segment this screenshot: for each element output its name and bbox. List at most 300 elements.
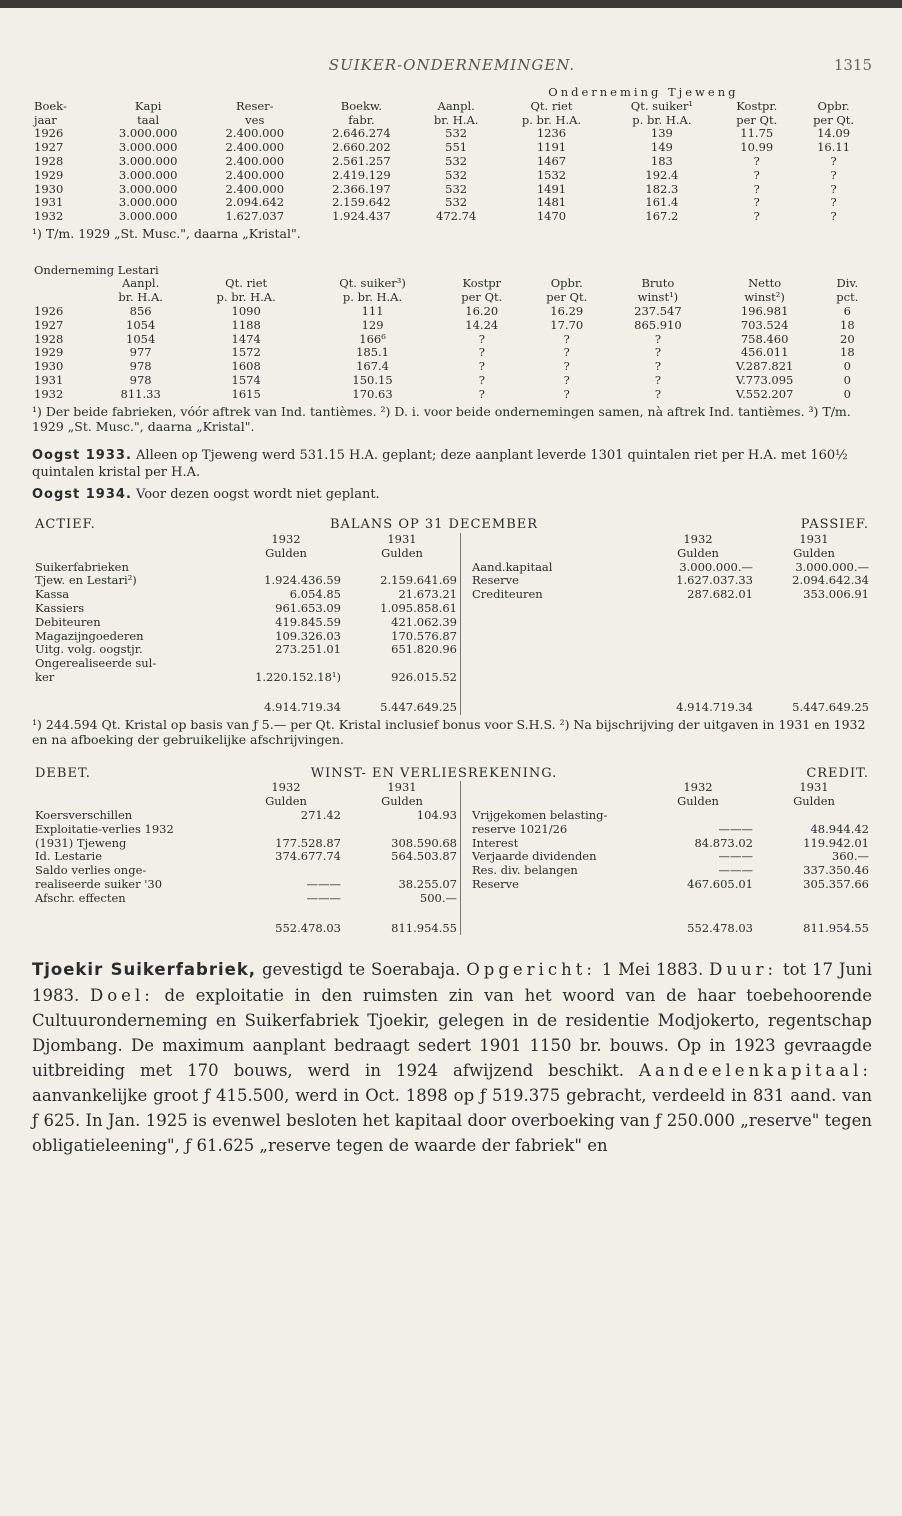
column-header: Opbr.: [550, 276, 583, 291]
ledger-row: [32, 657, 872, 671]
ledger-label: (1931) Tjeweng: [35, 835, 127, 850]
table-row: [32, 305, 872, 319]
year-cell: 1928: [34, 153, 64, 168]
ledger-value: 651.820.96: [391, 642, 457, 657]
ledger-value: 3.000.000.—: [679, 559, 753, 574]
value-cell: 3.000.000: [118, 209, 178, 224]
ledger-row: [32, 809, 872, 823]
value-cell: 139: [650, 126, 673, 141]
ledger-label: Koersverschillen: [35, 808, 133, 823]
value-cell: 1491: [536, 181, 567, 196]
column-header: jaar: [34, 112, 57, 127]
ledger-value: 104.93: [416, 808, 457, 823]
lestari-title: Onderneming Lestari: [34, 262, 159, 277]
ledger-value: 305.357.66: [803, 877, 869, 892]
value-cell: 865.910: [634, 317, 682, 332]
table-row: [32, 360, 872, 374]
ledger-value: 38.255.07: [398, 877, 457, 892]
ledger-row: [32, 616, 872, 630]
value-cell: 1090: [231, 303, 261, 318]
value-cell: 111: [361, 303, 384, 318]
value-cell: ?: [830, 153, 837, 168]
ledger-label: Afschr. effecten: [35, 890, 126, 905]
value-cell: 2.159.642: [332, 195, 391, 210]
ledger-value: 3.000.000.—: [795, 559, 869, 574]
value-cell: 978: [129, 372, 152, 387]
value-cell: 2.094.642: [225, 195, 285, 210]
value-cell: 456.011: [740, 345, 789, 360]
balans-total: 5.447.649.25: [792, 699, 869, 714]
value-cell: 20: [840, 331, 855, 346]
balans-year-2-right: 1931: [799, 532, 829, 547]
value-cell: 3.000.000: [118, 140, 178, 155]
ledger-value: 109.326.03: [275, 628, 341, 643]
ledger-value: ———: [718, 863, 753, 878]
table-row: [32, 319, 872, 333]
value-cell: 551: [445, 140, 468, 155]
ledger-label: Kassa: [35, 587, 70, 602]
ledger-value: 1.627.037.33: [676, 573, 753, 588]
value-cell: 0: [843, 386, 851, 401]
value-cell: 532: [445, 126, 468, 141]
column-header: Aanpl.: [122, 276, 160, 291]
winst-body: [32, 809, 872, 906]
value-cell: ?: [478, 359, 485, 374]
value-cell: 1.627.037: [225, 209, 285, 224]
column-header: br. H.A.: [118, 290, 163, 305]
ledger-value: 21.673.21: [398, 587, 457, 602]
ledger-row: [32, 588, 872, 602]
value-cell: ?: [654, 345, 661, 360]
winst-year-2: 1931: [387, 780, 417, 795]
value-cell: 18: [840, 345, 855, 360]
table-row: [32, 141, 872, 155]
ledger-value: 271.42: [300, 808, 341, 823]
value-cell: ?: [563, 372, 570, 387]
column-header: [32, 277, 95, 291]
value-cell: 977: [129, 345, 152, 360]
value-cell: 182.3: [645, 181, 679, 196]
column-header: Kapi: [134, 98, 162, 113]
value-cell: 196.981: [740, 303, 789, 318]
balans-table: [32, 517, 872, 714]
winst-year-2-right: 1931: [799, 780, 829, 795]
value-cell: 1608: [231, 359, 261, 374]
value-cell: 167.4: [356, 359, 390, 374]
balans-year-1-right: 1932: [683, 532, 713, 547]
balans-unit: Gulden: [381, 545, 423, 560]
value-cell: 2.400.000: [225, 167, 285, 182]
value-cell: 16.29: [550, 303, 584, 318]
value-cell: 2.400.000: [225, 181, 285, 196]
tjoekir-p2: 1 Mei 1883.: [601, 960, 704, 980]
value-cell: ?: [563, 331, 570, 346]
column-header: Qt. suiker¹: [630, 98, 693, 113]
year-cell: 1931: [34, 372, 64, 387]
column-header: Aanpl.: [437, 98, 475, 113]
value-cell: 3.000.000: [118, 195, 178, 210]
ledger-row: [32, 850, 872, 864]
value-cell: 6: [843, 303, 851, 318]
value-cell: 3.000.000: [118, 126, 178, 141]
ledger-value: [756, 809, 872, 823]
duur-label: Duur:: [709, 960, 778, 980]
value-cell: 3.000.000: [118, 181, 178, 196]
ledger-label: Verjaarde dividenden: [472, 849, 597, 864]
value-cell: ?: [830, 181, 837, 196]
ledger-label: Saldo verlies onge-: [35, 863, 147, 878]
value-cell: ?: [478, 345, 485, 360]
ledger-label: Aand.kapitaal: [472, 559, 553, 574]
column-header: winst¹): [637, 290, 679, 305]
value-cell: 149: [650, 140, 673, 155]
oogst-1933-label: Oogst 1933.: [32, 447, 132, 463]
ledger-value: 119.942.01: [803, 835, 869, 850]
winst-total: 552.478.03: [275, 920, 341, 935]
column-header: Boekw.: [340, 98, 383, 113]
tjeweng-head-row-2: [32, 114, 872, 128]
table-row: [32, 210, 872, 224]
value-cell: 14.09: [817, 126, 851, 141]
value-cell: 1236: [536, 126, 567, 141]
table-row: [32, 388, 872, 402]
ledger-value: 48.944.42: [810, 821, 869, 836]
value-cell: 2.400.000: [225, 153, 285, 168]
tjoekir-p1: gevestigd te Soerabaja.: [261, 960, 461, 980]
ledger-row: [32, 878, 872, 892]
tjeweng-footnote: ¹) T/m. 1929 „St. Musc.", daarna „Kristal".: [32, 225, 301, 241]
ledger-row: [32, 574, 872, 588]
value-cell: 856: [129, 303, 152, 318]
winst-total: 811.954.55: [803, 920, 869, 935]
oogst-1933: [32, 447, 872, 482]
ledger-label: Uitg. volg. oogstjr.: [35, 642, 143, 657]
value-cell: 2.419.129: [332, 167, 391, 182]
value-cell: ?: [830, 195, 837, 210]
value-cell: ?: [478, 331, 485, 346]
ledger-value: [640, 809, 756, 823]
running-title: SUIKER-ONDERNEMINGEN.: [328, 56, 576, 74]
ledger-value: 84.873.02: [694, 835, 753, 850]
year-cell: 1931: [34, 195, 64, 210]
ledger-label: Id. Lestarie: [35, 849, 103, 864]
winst-total: 811.954.55: [391, 920, 457, 935]
lestari-head-row-2: [32, 291, 872, 305]
ledger-value: 500.—: [419, 890, 457, 905]
balans-actief-head: ACTIEF.: [35, 517, 96, 533]
value-cell: 16.20: [465, 303, 499, 318]
value-cell: ?: [753, 181, 760, 196]
column-header: Qt. suiker³): [339, 276, 406, 291]
table-row: [32, 127, 872, 141]
column-header: br. H.A.: [433, 112, 479, 127]
value-cell: 532: [445, 195, 468, 210]
winst-unit: Gulden: [677, 794, 719, 809]
ledger-value: [228, 561, 344, 575]
ledger-label: Vrijgekomen belasting-: [472, 808, 608, 823]
value-cell: 811.33: [120, 386, 161, 401]
balans-year-1: 1932: [271, 532, 301, 547]
value-cell: 129: [361, 317, 384, 332]
ledger-label: Suikerfabrieken: [35, 559, 129, 574]
ledger-row: [32, 823, 872, 837]
ledger-value: [344, 823, 461, 837]
value-cell: V.773.095: [735, 372, 794, 387]
ledger-value: 353.006.91: [803, 587, 869, 602]
winst-credit-head: CREDIT.: [806, 765, 869, 781]
ledger-value: [228, 864, 344, 878]
value-cell: 150.15: [352, 372, 393, 387]
ledger-value: 926.015.52: [391, 670, 457, 685]
lestari-table: [32, 264, 872, 402]
column-header: Reser-: [236, 98, 274, 113]
ledger-value: 287.682.01: [687, 587, 753, 602]
ledger-value: 1.095.858.61: [380, 601, 457, 616]
column-header: p. br. H.A.: [216, 290, 276, 305]
value-cell: 185.1: [356, 345, 390, 360]
tjeweng-title: Onderneming Tjeweng: [548, 85, 739, 99]
value-cell: ?: [753, 195, 760, 210]
value-cell: 1054: [126, 317, 156, 332]
year-cell: 1930: [34, 359, 64, 374]
value-cell: 166⁶: [359, 331, 386, 346]
winst-debet-head: DEBET.: [35, 765, 91, 781]
ledger-value: [344, 561, 461, 575]
table-row: [32, 183, 872, 197]
value-cell: 1.924.437: [332, 209, 391, 224]
ledger-value: 467.605.01: [687, 877, 753, 892]
ledger-value: ———: [718, 821, 753, 836]
ledger-row: [32, 671, 872, 685]
ledger-value: 2.094.642.34: [792, 573, 869, 588]
value-cell: V.552.207: [735, 386, 794, 401]
value-cell: 2.561.257: [332, 153, 391, 168]
winst-year-1: 1932: [271, 780, 301, 795]
value-cell: ?: [830, 209, 837, 224]
year-cell: 1927: [34, 140, 64, 155]
value-cell: ?: [478, 386, 485, 401]
ledger-value: 421.062.39: [391, 614, 457, 629]
value-cell: V.287.821: [735, 359, 794, 374]
year-cell: 1927: [34, 317, 64, 332]
column-header: per Qt.: [546, 290, 588, 305]
balans-total: 5.447.649.25: [380, 699, 457, 714]
value-cell: 1532: [536, 167, 567, 182]
value-cell: ?: [753, 167, 760, 182]
value-cell: 703.524: [740, 317, 789, 332]
value-cell: 1467: [536, 153, 567, 168]
ledger-row: [32, 561, 872, 575]
value-cell: ?: [563, 359, 570, 374]
value-cell: ?: [830, 167, 837, 182]
ledger-value: 1.220.152.18¹): [255, 670, 341, 685]
ledger-label: Debiteuren: [35, 614, 101, 629]
column-header: Bruto: [641, 276, 675, 291]
value-cell: 1188: [231, 317, 261, 332]
ledger-value: 308.590.68: [391, 835, 457, 850]
lestari-body: [32, 305, 872, 402]
ledger-label: Tjew. en Lestari²): [35, 573, 137, 588]
column-header: p. br. H.A.: [342, 290, 403, 305]
ledger-value: 1.924.436.59: [264, 573, 341, 588]
ledger-value: 961.653.09: [275, 601, 341, 616]
ledger-value: 170.576.87: [391, 628, 457, 643]
ledger-value: ———: [718, 849, 753, 864]
lestari-footnote: ¹) Der beide fabrieken, vóór aftrek van Ind. tantièmes. ²) D. i. voor beide ondernemingen samen, nà aftrek Ind. tantièmes. ³) T/m. 1929 „St. Musc.", daarna „Kristal".: [32, 403, 851, 435]
tjoekir-p5: aanvankelijke groot ƒ 415.500, werd in Oct. 1898 op ƒ 519.375 gebracht, verdeeld in 831 aand. van ƒ 625. In Jan. 1925 is evenwel besloten het kapitaal door overboeking van ƒ 250.000 „reserve" tegen obligatieleening", ƒ 61.625 „reserve tegen de waarde der fabriek" en: [32, 1085, 872, 1155]
balans-total: 4.914.719.34: [676, 699, 753, 714]
tjeweng-table: [32, 86, 872, 224]
winst-unit: Gulden: [265, 794, 307, 809]
column-header: per Qt.: [461, 290, 503, 305]
value-cell: 1481: [536, 195, 567, 210]
value-cell: 3.000.000: [118, 153, 178, 168]
value-cell: 1054: [126, 331, 156, 346]
ledger-value: ———: [306, 890, 341, 905]
column-header: Netto: [748, 276, 782, 291]
ledger-label: Interest: [472, 835, 519, 850]
year-cell: 1930: [34, 181, 64, 196]
value-cell: 167.2: [645, 209, 679, 224]
ledger-value: 177.528.87: [275, 835, 341, 850]
column-header: p. br. H.A.: [632, 112, 692, 127]
ledger-value: 2.159.641.69: [380, 573, 457, 588]
column-header: Kostpr.: [736, 98, 778, 113]
column-header: Qt. riet: [530, 98, 573, 113]
year-cell: 1926: [34, 126, 64, 141]
ledger-value: 419.845.59: [275, 614, 341, 629]
tjeweng-head-row-1: [32, 100, 872, 114]
winst-total: 552.478.03: [687, 920, 753, 935]
page: [32, 56, 872, 1158]
value-cell: 0: [843, 359, 851, 374]
value-cell: 1474: [231, 331, 261, 346]
value-cell: 161.4: [645, 195, 679, 210]
value-cell: ?: [654, 359, 661, 374]
ledger-row: [32, 630, 872, 644]
value-cell: 1574: [231, 372, 261, 387]
oogst-1934: [32, 486, 872, 504]
ledger-value: 360.—: [831, 849, 869, 864]
value-cell: 0: [843, 372, 851, 387]
value-cell: 2.400.000: [225, 126, 285, 141]
ledger-label: ker: [35, 670, 55, 685]
ledger-value: [228, 823, 344, 837]
value-cell: 532: [445, 153, 468, 168]
value-cell: 532: [445, 181, 468, 196]
ledger-row: [32, 837, 872, 851]
ledger-value: ———: [306, 877, 341, 892]
ledger-value: [228, 657, 344, 671]
tjeweng-body: [32, 127, 872, 224]
ledger-value: 6.054.85: [289, 587, 341, 602]
value-cell: 532: [445, 167, 468, 182]
tjoekir-entry: [32, 957, 872, 1158]
table-row: [32, 346, 872, 360]
tjoekir-p4: de exploitatie in den ruimsten zin van het woord van de haar toebehoorende Cultuuronderneming en Suikerfabriek Tjoekir, gelegen in de residentie Modjokerto, regentschap Djombang. De maximum aanplant bedraagt sedert 1901 1150 br. bouws. Op in 1923 gevraagde uitbreiding met 170 bouws, werd in 1924 afwijzend beschikt.: [32, 985, 872, 1080]
ledger-row: [32, 602, 872, 616]
value-cell: 1615: [231, 386, 261, 401]
ledger-value: [344, 657, 461, 671]
column-header: per Qt.: [736, 112, 778, 127]
value-cell: 472.74: [436, 209, 477, 224]
oogst-1934-text: Voor dezen oogst wordt niet geplant.: [136, 486, 380, 502]
ledger-label: Exploitatie-verlies 1932: [35, 821, 174, 836]
value-cell: 2.646.274: [332, 126, 391, 141]
table-row: [32, 155, 872, 169]
ledger-value: [344, 864, 461, 878]
table-row: [32, 169, 872, 183]
winst-title: WINST- EN VERLIESREKENING.: [310, 765, 558, 781]
ledger-label: reserve 1021/26: [472, 821, 568, 836]
balans-footnote: ¹) 244.594 Qt. Kristal op basis van ƒ 5.— per Qt. Kristal inclusief bonus voor S.H.S. ²) Na bijschrijving der uitgaven in 1931 en 1932 en na afboeking der gebruikelijke afschrijvingen.: [32, 716, 866, 748]
winst-table: [32, 766, 872, 936]
winst-unit: Gulden: [793, 794, 835, 809]
ledger-row: [32, 892, 872, 906]
lestari-head-row-1: [32, 277, 872, 291]
table-row: [32, 333, 872, 347]
ledger-value: 273.251.01: [275, 642, 341, 657]
value-cell: ?: [563, 386, 570, 401]
value-cell: 18: [840, 317, 855, 332]
value-cell: 11.75: [740, 126, 774, 141]
ledger-label: Ongerealiseerde sul-: [35, 656, 157, 671]
value-cell: ?: [654, 331, 661, 346]
page-header: [32, 56, 872, 86]
opgericht-label: Opgericht:: [466, 960, 596, 980]
column-header: [32, 291, 95, 305]
value-cell: ?: [753, 153, 760, 168]
value-cell: 3.000.000: [118, 167, 178, 182]
value-cell: 183: [650, 153, 673, 168]
column-header: Opbr.: [817, 98, 850, 113]
value-cell: 237.547: [634, 303, 682, 318]
column-header: Div.: [836, 276, 859, 291]
value-cell: 978: [129, 359, 152, 374]
ledger-label: Res. div. belangen: [472, 863, 578, 878]
value-cell: 758.460: [740, 331, 789, 346]
value-cell: ?: [654, 386, 661, 401]
company-name: Tjoekir Suikerfabriek,: [32, 960, 257, 980]
ledger-value: 374.677.74: [275, 849, 341, 864]
tjoekir-p3: tot 17 Juni 1983.: [32, 960, 873, 1005]
value-cell: ?: [563, 345, 570, 360]
ledger-label: Kassiers: [35, 601, 85, 616]
balans-title: BALANS OP 31 DECEMBER: [329, 517, 539, 533]
balans-unit: Gulden: [793, 545, 835, 560]
scan-edge: [0, 0, 902, 8]
ledger-row: [32, 643, 872, 657]
year-cell: 1926: [34, 303, 64, 318]
value-cell: 2.366.197: [332, 181, 391, 196]
balans-year-2: 1931: [387, 532, 417, 547]
ledger-label: Reserve: [472, 877, 519, 892]
column-header: taal: [137, 112, 160, 127]
balans-total: 4.914.719.34: [264, 699, 341, 714]
year-cell: 1929: [34, 345, 64, 360]
value-cell: 2.660.202: [332, 140, 391, 155]
ledger-row: [32, 864, 872, 878]
value-cell: 17.70: [550, 317, 584, 332]
ledger-value: 337.350.46: [803, 863, 869, 878]
winst-year-1-right: 1932: [683, 780, 713, 795]
column-header: Qt. riet: [225, 276, 268, 291]
column-header: pct.: [836, 290, 859, 305]
value-cell: 192.4: [645, 167, 679, 182]
doel-label: Doel:: [90, 985, 154, 1005]
page-number: 1315: [833, 56, 872, 74]
value-cell: ?: [654, 372, 661, 387]
